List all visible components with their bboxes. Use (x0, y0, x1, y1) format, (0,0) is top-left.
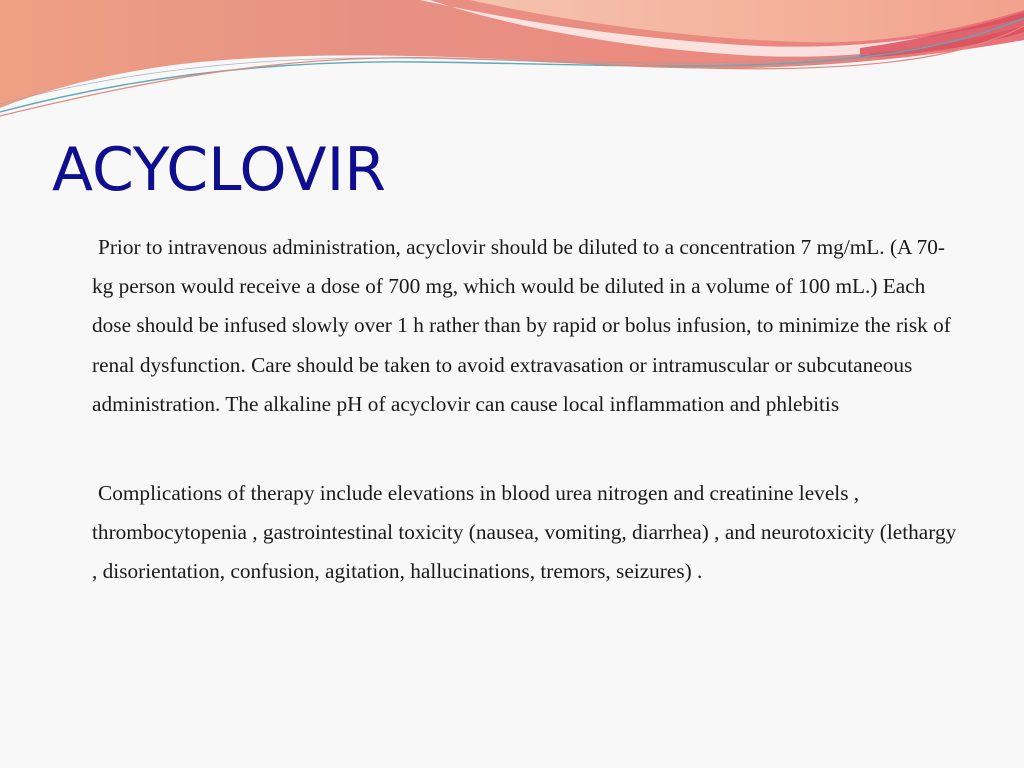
paragraph-administration: Prior to intravenous administration, acyclovir should be diluted to a concentration 7 mg/mL. (A 70-kg person would receive a dose of 700 mg, which would be diluted in a volume of 100 mL.) Each dose should be infused slowly over 1 h rather than by rapid or bolus infusion, to minimize the risk of renal dysfunction. Care should be taken to avoid extravasation or intramuscular or subcutaneous administration. The alkaline pH of acyclovir can cause local inflammation and phlebitis (92, 235, 951, 416)
slide-title: ACYCLOVIR (52, 135, 386, 205)
slide-body (92, 228, 962, 592)
paragraph-complications: Complications of therapy include elevations in blood urea nitrogen and creatinine levels , thrombocytopenia , gastrointestinal toxicity (nausea, vomiting, diarrhea) , and neurotoxicity (lethargy , disorientation, confusion, agitation, hallucinations, tremors, seizures) . (92, 481, 957, 584)
header-wave-decoration (0, 0, 1024, 130)
